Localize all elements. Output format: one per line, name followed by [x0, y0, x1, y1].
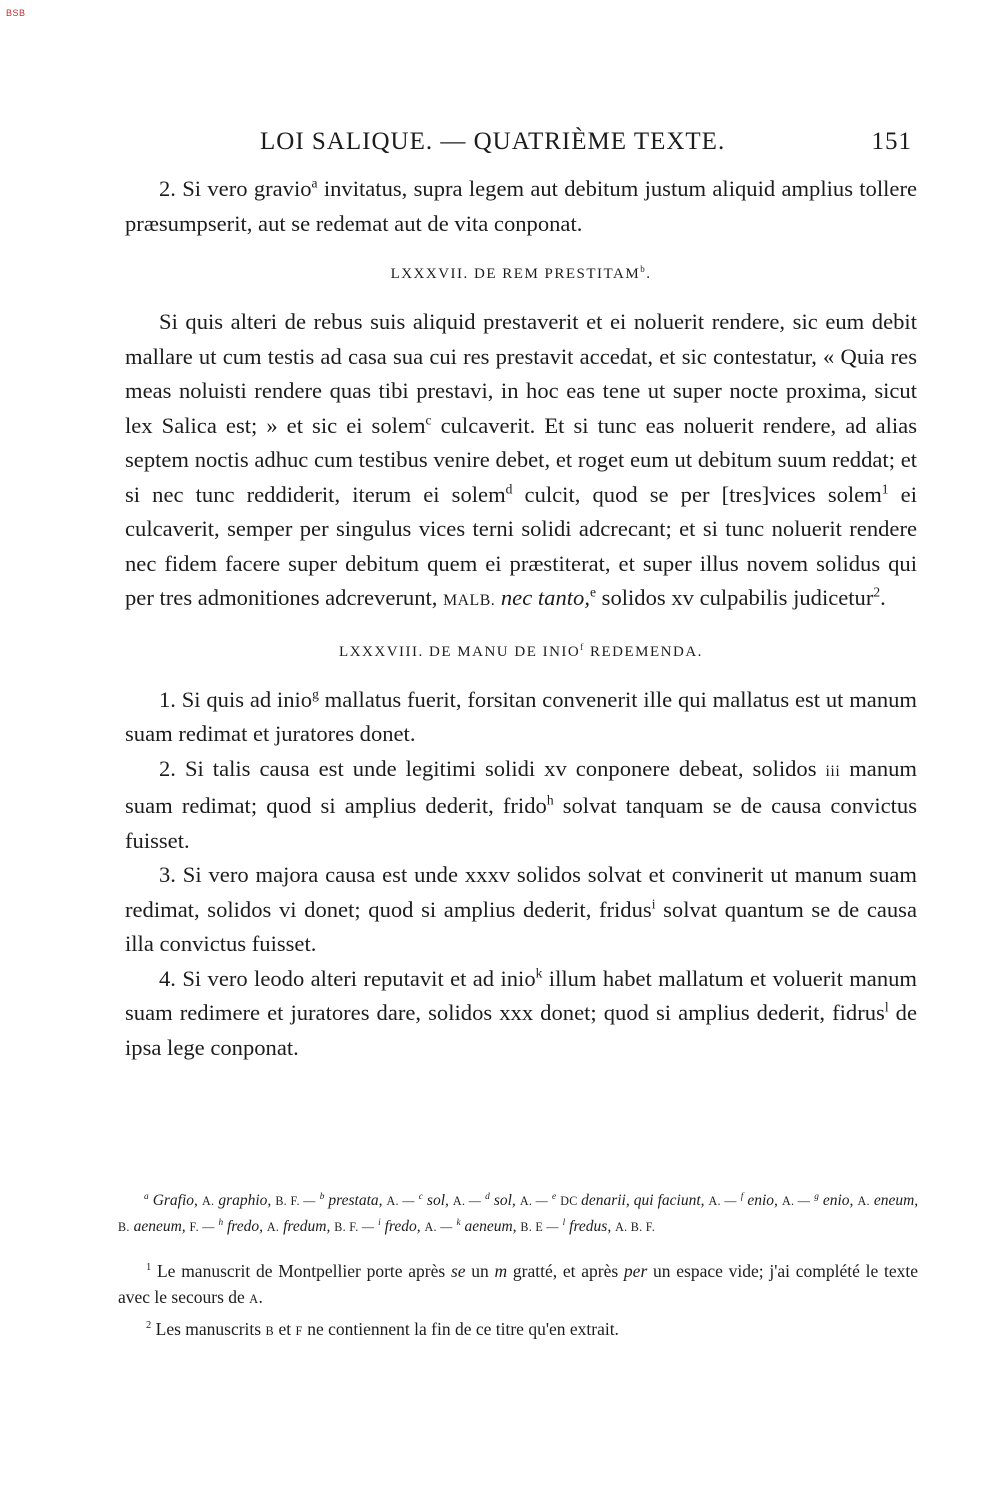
text-run: ei culcaverit, semper per singulus vices terni solidi adcrecant; et si tunc noluerit rendere nec fidem facere super debitum quem ei præstiterat, et super illus novem solidus qui per tres admonitiones adcreverunt,	[125, 481, 917, 610]
variant-mark: k	[456, 1217, 461, 1228]
text-run: 2. Si talis causa est unde legitimi solidi xv conponere debeat, solidos	[159, 755, 826, 781]
manuscript-siglum: A. B. F.	[615, 1220, 656, 1234]
variant-reading	[283, 1218, 374, 1235]
manuscript-siglum: A. —	[386, 1194, 415, 1208]
heading-text: LXXXVIII. DE MANU DE INIO	[339, 643, 581, 660]
manuscript-siglum: F	[295, 1324, 303, 1338]
heading-text: REDEMENDA.	[584, 643, 703, 660]
text-run: 3. Si vero majora causa est unde xxxv solidos solvat et convinerit ut manum suam redimat, solidos vi donet; quod si amplius dederit, fridus	[125, 862, 917, 922]
variant-reading	[814, 1192, 870, 1209]
variant-text: sol,	[493, 1192, 520, 1209]
italic-word: m	[494, 1261, 508, 1281]
variant-mark: l	[884, 999, 889, 1015]
variant-mark: c	[425, 411, 432, 427]
title-heading-lxxxviii	[125, 635, 917, 669]
variant-mark: a	[311, 175, 318, 191]
italic-word: per	[623, 1261, 648, 1281]
paragraph-article-1	[125, 683, 917, 752]
text-run: solidos xv culpabilis judicetur	[596, 585, 874, 610]
variant-reading	[320, 1192, 415, 1209]
paragraph-article-3	[125, 858, 917, 962]
manuscript-siglum: A.	[857, 1194, 870, 1208]
variant-text: fredum,	[283, 1218, 335, 1235]
variant-reading	[456, 1218, 558, 1235]
variant-text: enio,	[822, 1192, 858, 1209]
variant-reading	[378, 1218, 452, 1235]
variant-reading	[485, 1192, 548, 1209]
text-run: un espace vide; j'ai complété le texte avec le secours de	[118, 1261, 919, 1307]
roman-numeral: iii	[825, 762, 841, 780]
variant-text: aeneum,	[464, 1218, 521, 1235]
manuscript-siglum: B. F. —	[334, 1220, 375, 1234]
variant-text: eneum,	[873, 1192, 919, 1209]
variant-mark: h	[218, 1217, 224, 1228]
variant-mark: f	[580, 641, 585, 652]
text-run: .	[880, 585, 886, 610]
variant-text: denarii, qui faciunt,	[581, 1192, 709, 1209]
footnote-number: 1	[146, 1262, 152, 1274]
variant-reading	[419, 1192, 481, 1209]
variant-text: prestata,	[328, 1192, 387, 1209]
paragraph-rem-prestitam	[125, 305, 917, 619]
variant-mark: h	[546, 792, 554, 808]
variant-mark: e	[552, 1191, 557, 1202]
heading-text: LXXXVII. DE REM PRESTITAM	[390, 266, 641, 282]
text-run: un	[465, 1261, 495, 1281]
text-run: 2. Si vero gravio	[159, 176, 312, 201]
variant-mark: k	[535, 964, 543, 980]
variant-mark: l	[562, 1217, 566, 1228]
text-run: culcaverit. Et si tunc eas noluerit rendere, ad alias septem noctis adhuc cum testibus venire debet, et roget eum ut debitum suum reddat; et si nec tunc reddiderit, iterum ei solem	[125, 412, 917, 507]
footnote-1	[118, 1258, 918, 1312]
main-text	[125, 172, 917, 1065]
variant-reading	[134, 1218, 215, 1235]
variant-mark: b	[319, 1191, 325, 1202]
variant-text: fredo,	[384, 1218, 425, 1235]
footnote-number: 2	[146, 1320, 152, 1332]
page-number: 151	[871, 128, 912, 155]
manuscript-siglum: A. —	[519, 1194, 549, 1208]
paragraph-2-continuation	[125, 172, 917, 241]
variant-reading	[218, 1218, 279, 1235]
manuscript-siglum: B. E —	[520, 1220, 559, 1234]
manuscript-siglum: A.	[266, 1220, 280, 1234]
paragraph-article-2	[125, 752, 917, 859]
manuscript-siglum: A. —	[708, 1194, 737, 1208]
manuscript-siglum: F. —	[189, 1220, 215, 1234]
variant-mark: i	[378, 1217, 381, 1228]
text-run: culcit, quod se per [tres]vices solem	[512, 481, 882, 507]
footnote-ref: 2	[873, 584, 881, 600]
variant-reading	[144, 1192, 214, 1209]
manuscript-siglum: A.	[201, 1194, 215, 1208]
variant-mark: d	[485, 1191, 490, 1202]
paragraph-article-4	[125, 962, 917, 1066]
text-run: mallatus fuerit, forsitan convenerit ille qui mallatus est ut manum suam redimat et juratores donet.	[125, 686, 917, 746]
text-run: .	[258, 1287, 263, 1307]
variant-reading	[563, 1218, 655, 1235]
variant-reading	[218, 1192, 315, 1209]
variant-text: enio,	[747, 1192, 782, 1209]
italic-word: se	[450, 1261, 466, 1281]
variant-mark: e	[589, 584, 596, 600]
manuscript-siglum: B. F. —	[275, 1194, 316, 1208]
variant-mark: f	[740, 1191, 744, 1202]
variant-mark: i	[651, 895, 656, 911]
text-run: Si quis alteri de rebus suis aliquid prestaverit et ei noluerit rendere, sic eum debit mallare ut cum testis ad casa sua cui res prestavit accedat, et sic contestatur, « Quia res meas noluisti rendere quas tibi prestavi, in hoc eas tene ut super nocte proxima, sicut lex Salica est; » et sic ei solem	[125, 309, 917, 438]
heading-text: .	[646, 266, 652, 282]
variant-text: sol,	[426, 1192, 453, 1209]
text-run: 4. Si vero leodo alteri reputavit et ad inio	[159, 965, 536, 991]
manuscript-siglum: A. —	[452, 1194, 482, 1208]
variant-mark: g	[814, 1191, 819, 1202]
variant-mark: a	[144, 1191, 149, 1202]
text-run: de ipsa lege conponat.	[125, 1000, 917, 1060]
text-run: illum habet mallatum et voluerit manum suam redimere et juratores dare, solidos xxx donet; quod si amplius dederit, fidrus	[125, 965, 917, 1025]
text-run: invitatus, supra legem aut debitum justum aliquid amplius tollere præsumpserit, aut se redemat aut de vita conponat.	[125, 176, 917, 236]
variant-mark: d	[505, 480, 513, 496]
variant-text: fredo,	[227, 1218, 267, 1235]
variant-reading	[741, 1192, 810, 1209]
variant-readings	[118, 1188, 918, 1240]
manuscript-siglum: B	[265, 1324, 275, 1338]
text-run: 1. Si quis ad inio	[159, 686, 313, 712]
text-run: manum suam redimat; quod si amplius dederit, frido	[125, 755, 917, 818]
text-run: Le manuscrit de Montpellier porte après	[151, 1261, 451, 1281]
malberg-gloss: nec tanto,	[500, 585, 590, 610]
variant-text: fredus,	[569, 1218, 616, 1235]
variant-mark: c	[418, 1191, 423, 1202]
manuscript-siglum: B.	[118, 1220, 130, 1234]
notes-gap	[118, 1240, 918, 1258]
text-run: solvat quantum se de causa illa convictus fuisset.	[125, 896, 917, 956]
manuscript-siglum: A	[249, 1292, 259, 1306]
running-head	[260, 128, 912, 162]
running-title: LOI SALIQUE. — QUATRIÈME TEXTE.	[260, 128, 726, 155]
library-stamp: BSB	[6, 8, 26, 18]
manuscript-siglum: A. —	[424, 1220, 453, 1234]
title-heading-lxxxvii	[125, 257, 917, 291]
footnote-2	[118, 1316, 918, 1344]
variant-mark: g	[312, 685, 319, 701]
footnote-ref: 1	[881, 480, 889, 496]
text-run: Les manuscrits	[151, 1319, 266, 1339]
text-run: ne contiennent la fin de ce titre qu'en extrait.	[302, 1319, 619, 1339]
footnotes	[118, 1188, 918, 1344]
manuscript-siglum: A. —	[781, 1194, 811, 1208]
roman-numeral: DC	[560, 1194, 582, 1208]
variant-text: aeneum,	[133, 1218, 190, 1235]
variant-text: graphio,	[218, 1192, 276, 1209]
text-run: solvat tanquam se de causa convictus fuisset.	[125, 793, 917, 853]
variant-mark: b	[640, 264, 647, 274]
variant-text: Grafio,	[152, 1192, 202, 1209]
variant-reading	[552, 1192, 737, 1209]
malberg-gloss-label: MALB.	[443, 592, 496, 609]
text-run: gratté, et après	[507, 1261, 624, 1281]
text-run: et	[274, 1319, 296, 1339]
